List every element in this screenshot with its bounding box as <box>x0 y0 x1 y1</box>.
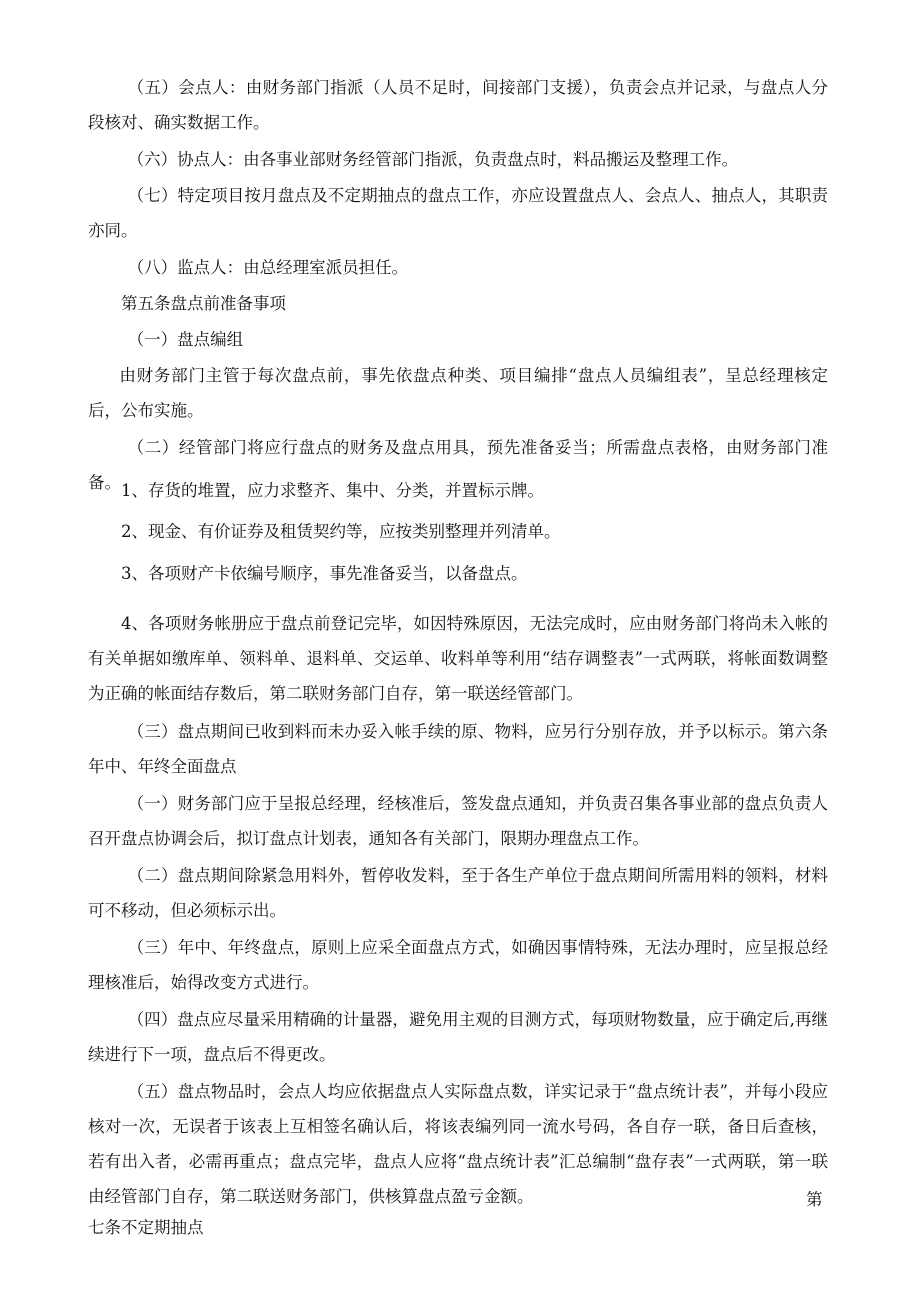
paragraph-special-items: （七）特定项目按月盘点及不定期抽点的盘点工作，亦应设置盘点人、会点人、抽点人，其职责亦同。 <box>88 186 828 240</box>
paragraph-assist-counter: （六）协点人：由各事业部财务经管部门指派，负责盘点时，料品搬运及整理工作。 <box>127 150 739 169</box>
list-item-3: 3、各项财产卡依编号顺序，事先准备妥当，以备盘点。 <box>121 564 528 583</box>
article-seven-heading-end: 七条不定期抽点 <box>88 1218 204 1237</box>
section-grouping-heading: （一）盘点编组 <box>127 330 244 349</box>
list-item-1: 1、存货的堆置，应力求整齐、集中、分类，并置标示牌。 <box>121 481 544 500</box>
list-item-2: 2、现金、有价证券及租赁契约等，应按类别整理并列清单。 <box>121 522 561 541</box>
paragraph-notice: （一）财务部门应于呈报总经理，经核准后，签发盘点通知，并负责召集各事业部的盘点负责人召开盘点协调会后，拟订盘点计划表，通知各有关部门，限期办理盘点工作。 <box>88 794 828 848</box>
paragraph-unposted-materials: （三）盘点期间已收到料而未办妥入帐手续的原、物料，应另行分别存放，并予以标示。第六条年中、年终全面盘点 <box>88 722 828 776</box>
paragraph-meeting-counter: （五）会点人：由财务部门指派（人员不足时，间接部门支援），负责会点并记录，与盘点人分段核对、确实数据工作。 <box>88 78 828 132</box>
list-item-4: 4、各项财务帐册应于盘点前登记完毕，如因特殊原因，无法完成时，应由财务部门将尚未入帐的有关单据如缴库单、领料单、退料单、交运单、收料单等利用“结存调整表”一式两联，将帐面数调整为正确的帐面结存数后，第二联财务部门自存，第一联送经管部门。 <box>88 614 828 703</box>
paragraph-preparation-tools: （二）经管部门将应行盘点的财务及盘点用具，预先准备妥当；所需盘点表格，由财务部门准备。 <box>88 438 828 492</box>
article-seven-heading-start: 第 <box>806 1190 823 1209</box>
paragraph-supervisor: （八）监点人：由总经理室派员担任。 <box>127 258 409 277</box>
paragraph-suspend-issue: （二）盘点期间除紧急用料外，暂停收发料，至于各生产单位于盘点期间所需用料的领料，材料可不移动，但必须标示出。 <box>88 866 828 920</box>
paragraph-grouping-body: 由财务部门主管于每次盘点前，事先依盘点种类、项目编排“盘点人员编组表”，呈总经理核定后，公布实施。 <box>88 366 828 420</box>
paragraph-measurement: （四）盘点应尽量采用精确的计量器，避免用主观的目测方式，每项财物数量，应于确定后,再继续进行下一项，盘点后不得更改。 <box>88 1010 828 1064</box>
paragraph-record-count: （五）盘点物品时，会点人均应依据盘点人实际盘点数，详实记录于“盘点统计表”，并每小段应核对一次，无误者于该表上互相签名确认后，将该表编列同一流水号码，各自存一联，备日后查核，若有出入者，必需再重点；盘点完毕，盘点人应将“盘点统计表”汇总编制“盘存表”一式两联，第一联由经管部门自存，第二联送财务部门，供核算盘点盈亏金额。 <box>88 1082 828 1206</box>
article-five-heading: 第五条盘点前准备事项 <box>121 294 286 313</box>
paragraph-full-count: （三）年中、年终盘点，原则上应采全面盘点方式，如确因事情特殊，无法办理时，应呈报总经理核准后，始得改变方式进行。 <box>88 938 828 992</box>
